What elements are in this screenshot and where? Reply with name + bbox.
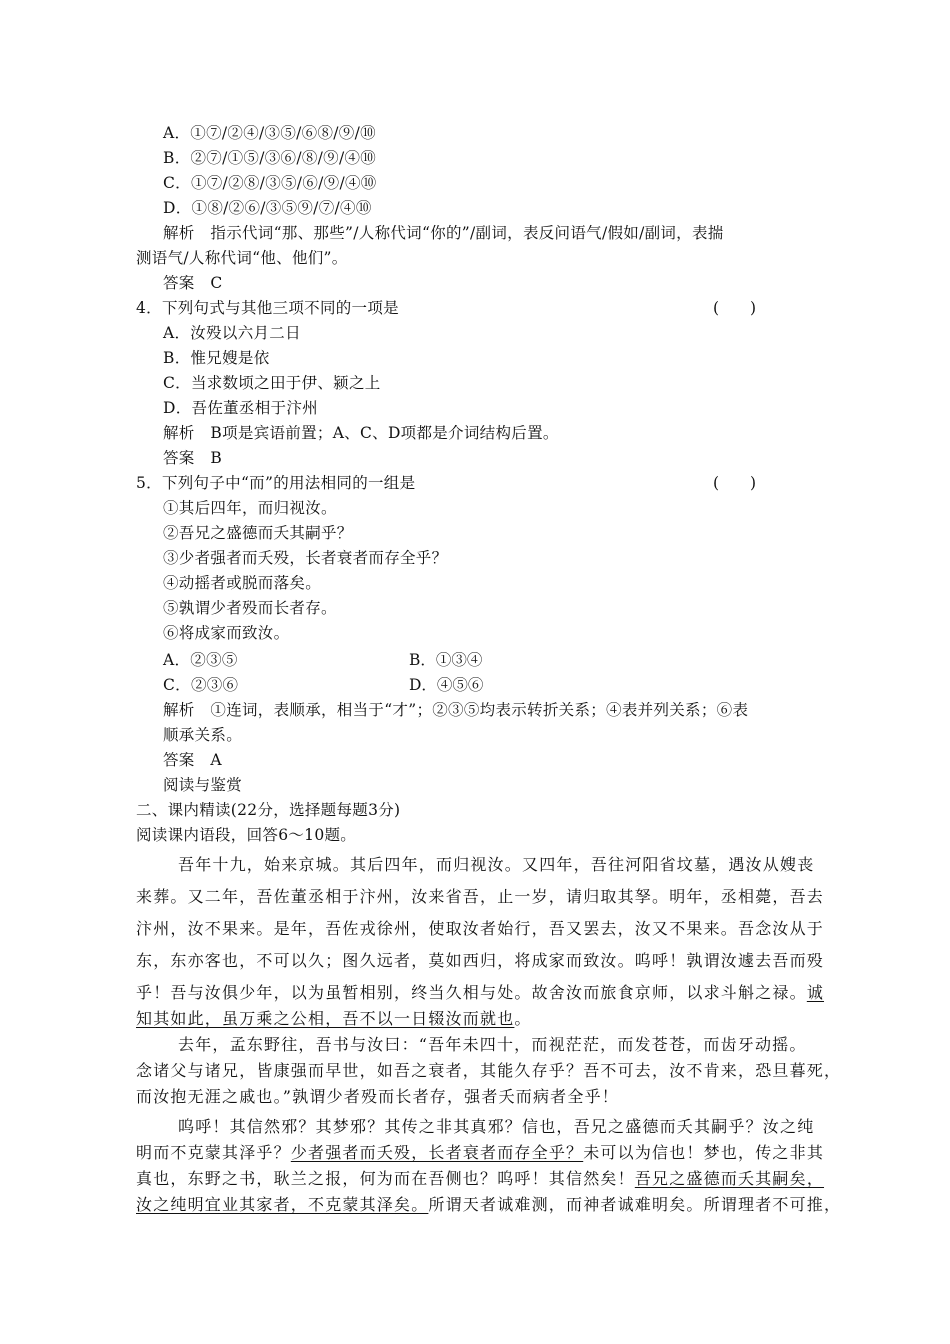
q3-option-d: D．①⑧/②⑥/③⑤⑨/⑦/④⑩ <box>163 199 372 217</box>
q4-answer-blank: ( ) <box>713 299 757 317</box>
passage-p1-line-6 <box>136 1006 532 1031</box>
q4-option-d: D．吾佐董丞相于汴州 <box>163 399 318 417</box>
section-instruction: 阅读课内语段，回答6～10题。 <box>136 826 357 844</box>
q5-option-c: C．②③⑥ <box>163 676 239 694</box>
q5-sentence-3: ③少者强者而夭殁，长者衰者而存全乎？ <box>163 549 448 567</box>
q4-analysis: 解析 B项是宾语前置；A、C、D项都是介词结构后置。 <box>163 424 559 442</box>
passage-p3-line-2 <box>136 1140 824 1165</box>
q5-sentence-5: ⑤孰谓少者殁而长者存。 <box>163 599 337 617</box>
passage-p3-line-1: 呜呼！其信然邪？其梦邪？其传之非其真邪？信也，吾兄之盛德而夭其嗣乎？汝之纯 <box>178 1117 815 1136</box>
q5-option-d: D．④⑤⑥ <box>409 676 484 694</box>
passage-p2-line-3: 而汝抱无涯之戚也。”孰谓少者殁而长者存，强者夭而病者全乎！ <box>136 1087 619 1106</box>
q5-option-b: B．①③④ <box>409 651 483 669</box>
section-heading: 二、课内精读(22分，选择题每题3分) <box>136 801 401 819</box>
q5-sentence-4: ④动摇者或脱而落矣。 <box>163 574 322 592</box>
q4-option-c: C．当求数顷之田于伊、颍之上 <box>163 374 381 392</box>
q3-answer: 答案 C <box>163 274 223 292</box>
passage-p1-underlined-sentence: 知其如此，虽万乘之公相，吾不以一日辍汝而就也 <box>136 1009 515 1028</box>
passage-p1-line-6-end: 。 <box>514 1009 532 1028</box>
passage-p3-line-2-a: 明而不克蒙其泽乎？ <box>136 1143 291 1162</box>
q5-stem: 5．下列句子中“而”的用法相同的一组是 <box>136 474 416 492</box>
q5-answer-blank: ( ) <box>713 474 757 492</box>
passage-p3-line-4-b: 所谓天者诚难测，而神者诚难明矣。所谓理者不可推， <box>428 1195 842 1214</box>
q3-option-a: A．①⑦/②④/③⑤/⑥⑧/⑨/⑩ <box>163 124 376 142</box>
q3-analysis-line-1: 解析 指示代词“那、那些”/人称代词“你的”/副词，表反问语气/假如/副词，表揣 <box>163 224 724 242</box>
passage-p3-line-3 <box>136 1166 824 1191</box>
passage-p2-line-1: 去年，孟东野往，吾书与汝曰：“吾年未四十，而视茫茫，而发苍苍，而齿牙动摇。 <box>178 1035 807 1054</box>
passage-p3-underline-1: 少者强者而夭殁，长者衰者而存全乎？ <box>290 1143 584 1162</box>
passage-p3-line-3-a: 真也，东野之书，耿兰之报，何为而在吾侧也？呜呼！其信然矣！ <box>136 1169 635 1188</box>
passage-p1-underline-start: 诚 <box>806 983 825 1002</box>
q5-sentence-2: ②吾兄之盛德而夭其嗣乎？ <box>163 524 353 542</box>
q4-stem: 4．下列句式与其他三项不同的一项是 <box>136 299 399 317</box>
q4-answer: 答案 B <box>163 449 223 467</box>
passage-p3-line-2-b: 未可以为信也！梦也，传之非其 <box>583 1143 825 1162</box>
passage-p1-line-1: 吾年十九，始来京城。其后四年，而归视汝。又四年，吾往河阳省坟墓，遇汝从嫂丧 <box>178 855 815 874</box>
section-subhead: 阅读与鉴赏 <box>163 776 243 794</box>
passage-p3-underline-3: 汝之纯明宜业其家者，不克蒙其泽矣。 <box>136 1195 429 1214</box>
q5-answer: 答案 A <box>163 751 222 769</box>
passage-p1-line-3: 汴州，汝不果来。是年，吾佐戎徐州，使取汝者始行，吾又罢去，汝又不果来。吾念汝从于 <box>136 919 825 938</box>
q4-option-b: B．惟兄嫂是依 <box>163 349 270 367</box>
passage-p1-line-5 <box>136 980 824 1005</box>
q5-analysis-line-2: 顺承关系。 <box>163 726 243 744</box>
q3-option-c: C．①⑦/②⑧/③⑤/⑥/⑨/④⑩ <box>163 174 377 192</box>
q3-option-b: B．②⑦/①⑤/③⑥/⑧/⑨/④⑩ <box>163 149 377 167</box>
q4-option-a: A．汝殁以六月二日 <box>163 324 301 342</box>
passage-p1-line-5-text: 乎！吾与汝俱少年，以为虽暂相别，终当久相与处。故舍汝而旅食京师，以求斗斛之禄。 <box>136 983 807 1002</box>
passage-p1-line-2: 来葬。又二年，吾佐董丞相于汴州，汝来省吾，止一岁，请归取其孥。明年，丞相薨，吾去 <box>136 887 825 906</box>
q5-option-a: A．②③⑤ <box>163 651 238 669</box>
passage-p2-line-2: 念诸父与诸兄，皆康强而早世，如吾之衰者，其能久存乎？吾不可去，汝不肯来，恐旦暮死， <box>136 1061 842 1080</box>
q5-sentence-6: ⑥将成家而致汝。 <box>163 624 290 642</box>
q5-analysis-line-1: 解析 ①连词，表顺承，相当于“才”；②③⑤均表示转折关系；④表并列关系；⑥表 <box>163 701 749 719</box>
q3-analysis-line-2: 测语气/人称代词“他、他们”。 <box>136 249 348 267</box>
passage-p3-underline-2: 吾兄之盛德而夭其嗣矣， <box>634 1169 825 1188</box>
passage-p1-line-4: 东，东亦客也，不可以久；图久远者，莫如西归，将成家而致汝。呜呼！孰谓汝遽去吾而殁 <box>136 951 825 970</box>
passage-p3-line-4 <box>136 1192 841 1217</box>
q5-sentence-1: ①其后四年，而归视汝。 <box>163 499 337 517</box>
